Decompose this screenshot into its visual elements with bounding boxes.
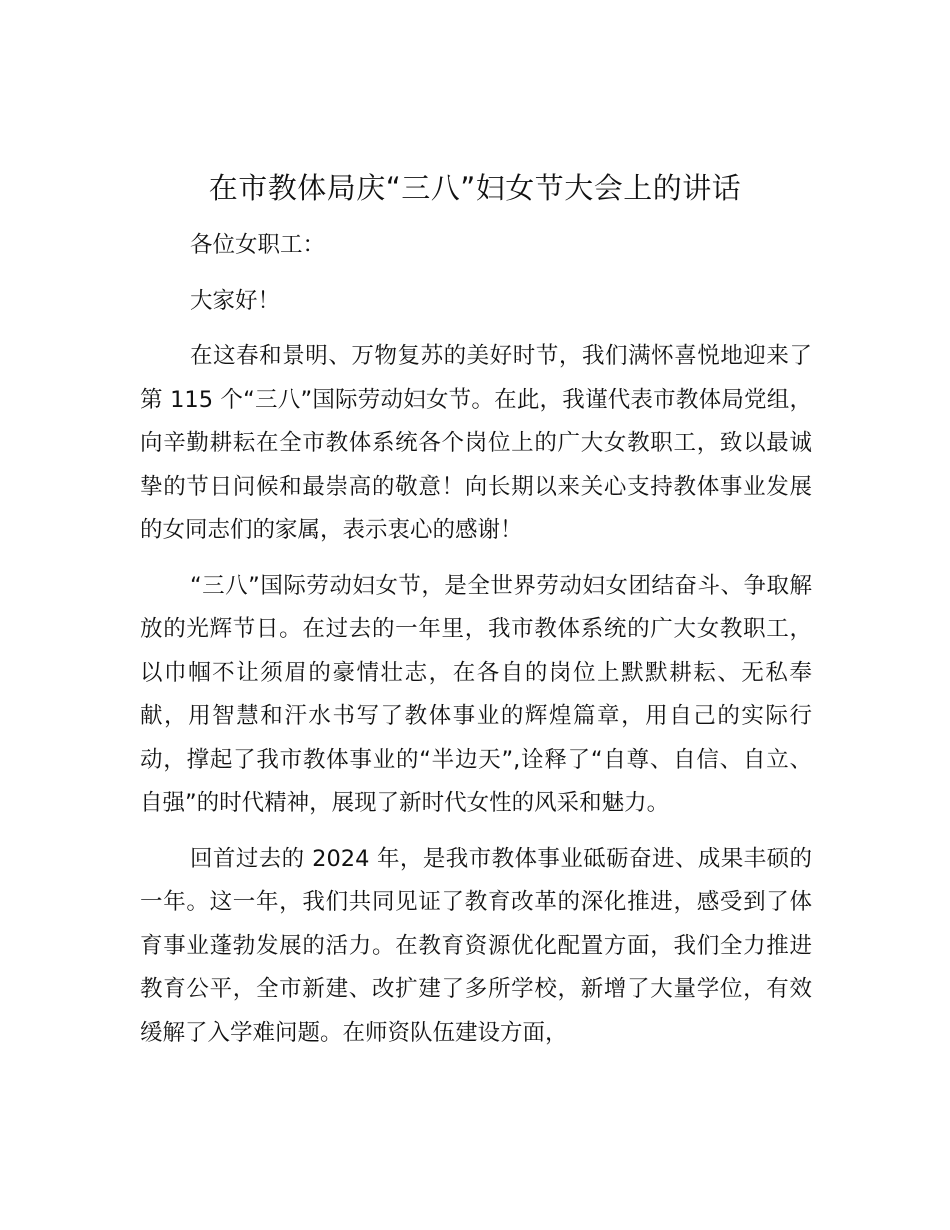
document-body	[140, 224, 812, 1067]
greeting-paragraph: 大家好！	[190, 287, 281, 314]
body-paragraph-3: 回首过去的 2024 年，是我市教体事业砥砺奋进、成果丰硕的一年。这一年，我们共同见证了教育改革的深化推进，感受到了体育事业蓬勃发展的活力。在教育资源优化配置方面，我们全力推进教育公平，全市新建、改扩建了多所学校，新增了大量学位，有效缓解了入学难问题。在师资队伍建设方面，	[140, 845, 812, 1046]
document-title: 在市教体局庆“三八”妇女节大会上的讲话	[208, 171, 742, 205]
salutation-paragraph: 各位女职工：	[190, 232, 326, 258]
body-paragraph-2: “三八”国际劳动妇女节，是全世界劳动妇女团结奋斗、争取解放的光辉节日。在过去的一年里，我市教体系统的广大女教职工，以巾帼不让须眉的豪情壮志，在各自的岗位上默默耕耘、无私奉献，用智慧和汗水书写了教体事业的辉煌篇章，用自己的实际行动，撑起了我市教体事业的“半边天”,诠释了“自尊、自信、自立、自强”的时代精神，展现了新时代女性的风采和魅力。	[140, 572, 812, 816]
body-paragraph-1: 在这春和景明、万物复苏的美好时节，我们满怀喜悦地迎来了第 115 个“三八”国际劳动妇女节。在此，我谨代表市教体局党组，向辛勤耕耘在全市教体系统各个岗位上的广大女教职工，致以最诚挚的节日问候和最崇高的敬意！向长期以来关心支持教体事业发展的女同志们的家属，表示衷心的感谢！	[140, 343, 812, 543]
